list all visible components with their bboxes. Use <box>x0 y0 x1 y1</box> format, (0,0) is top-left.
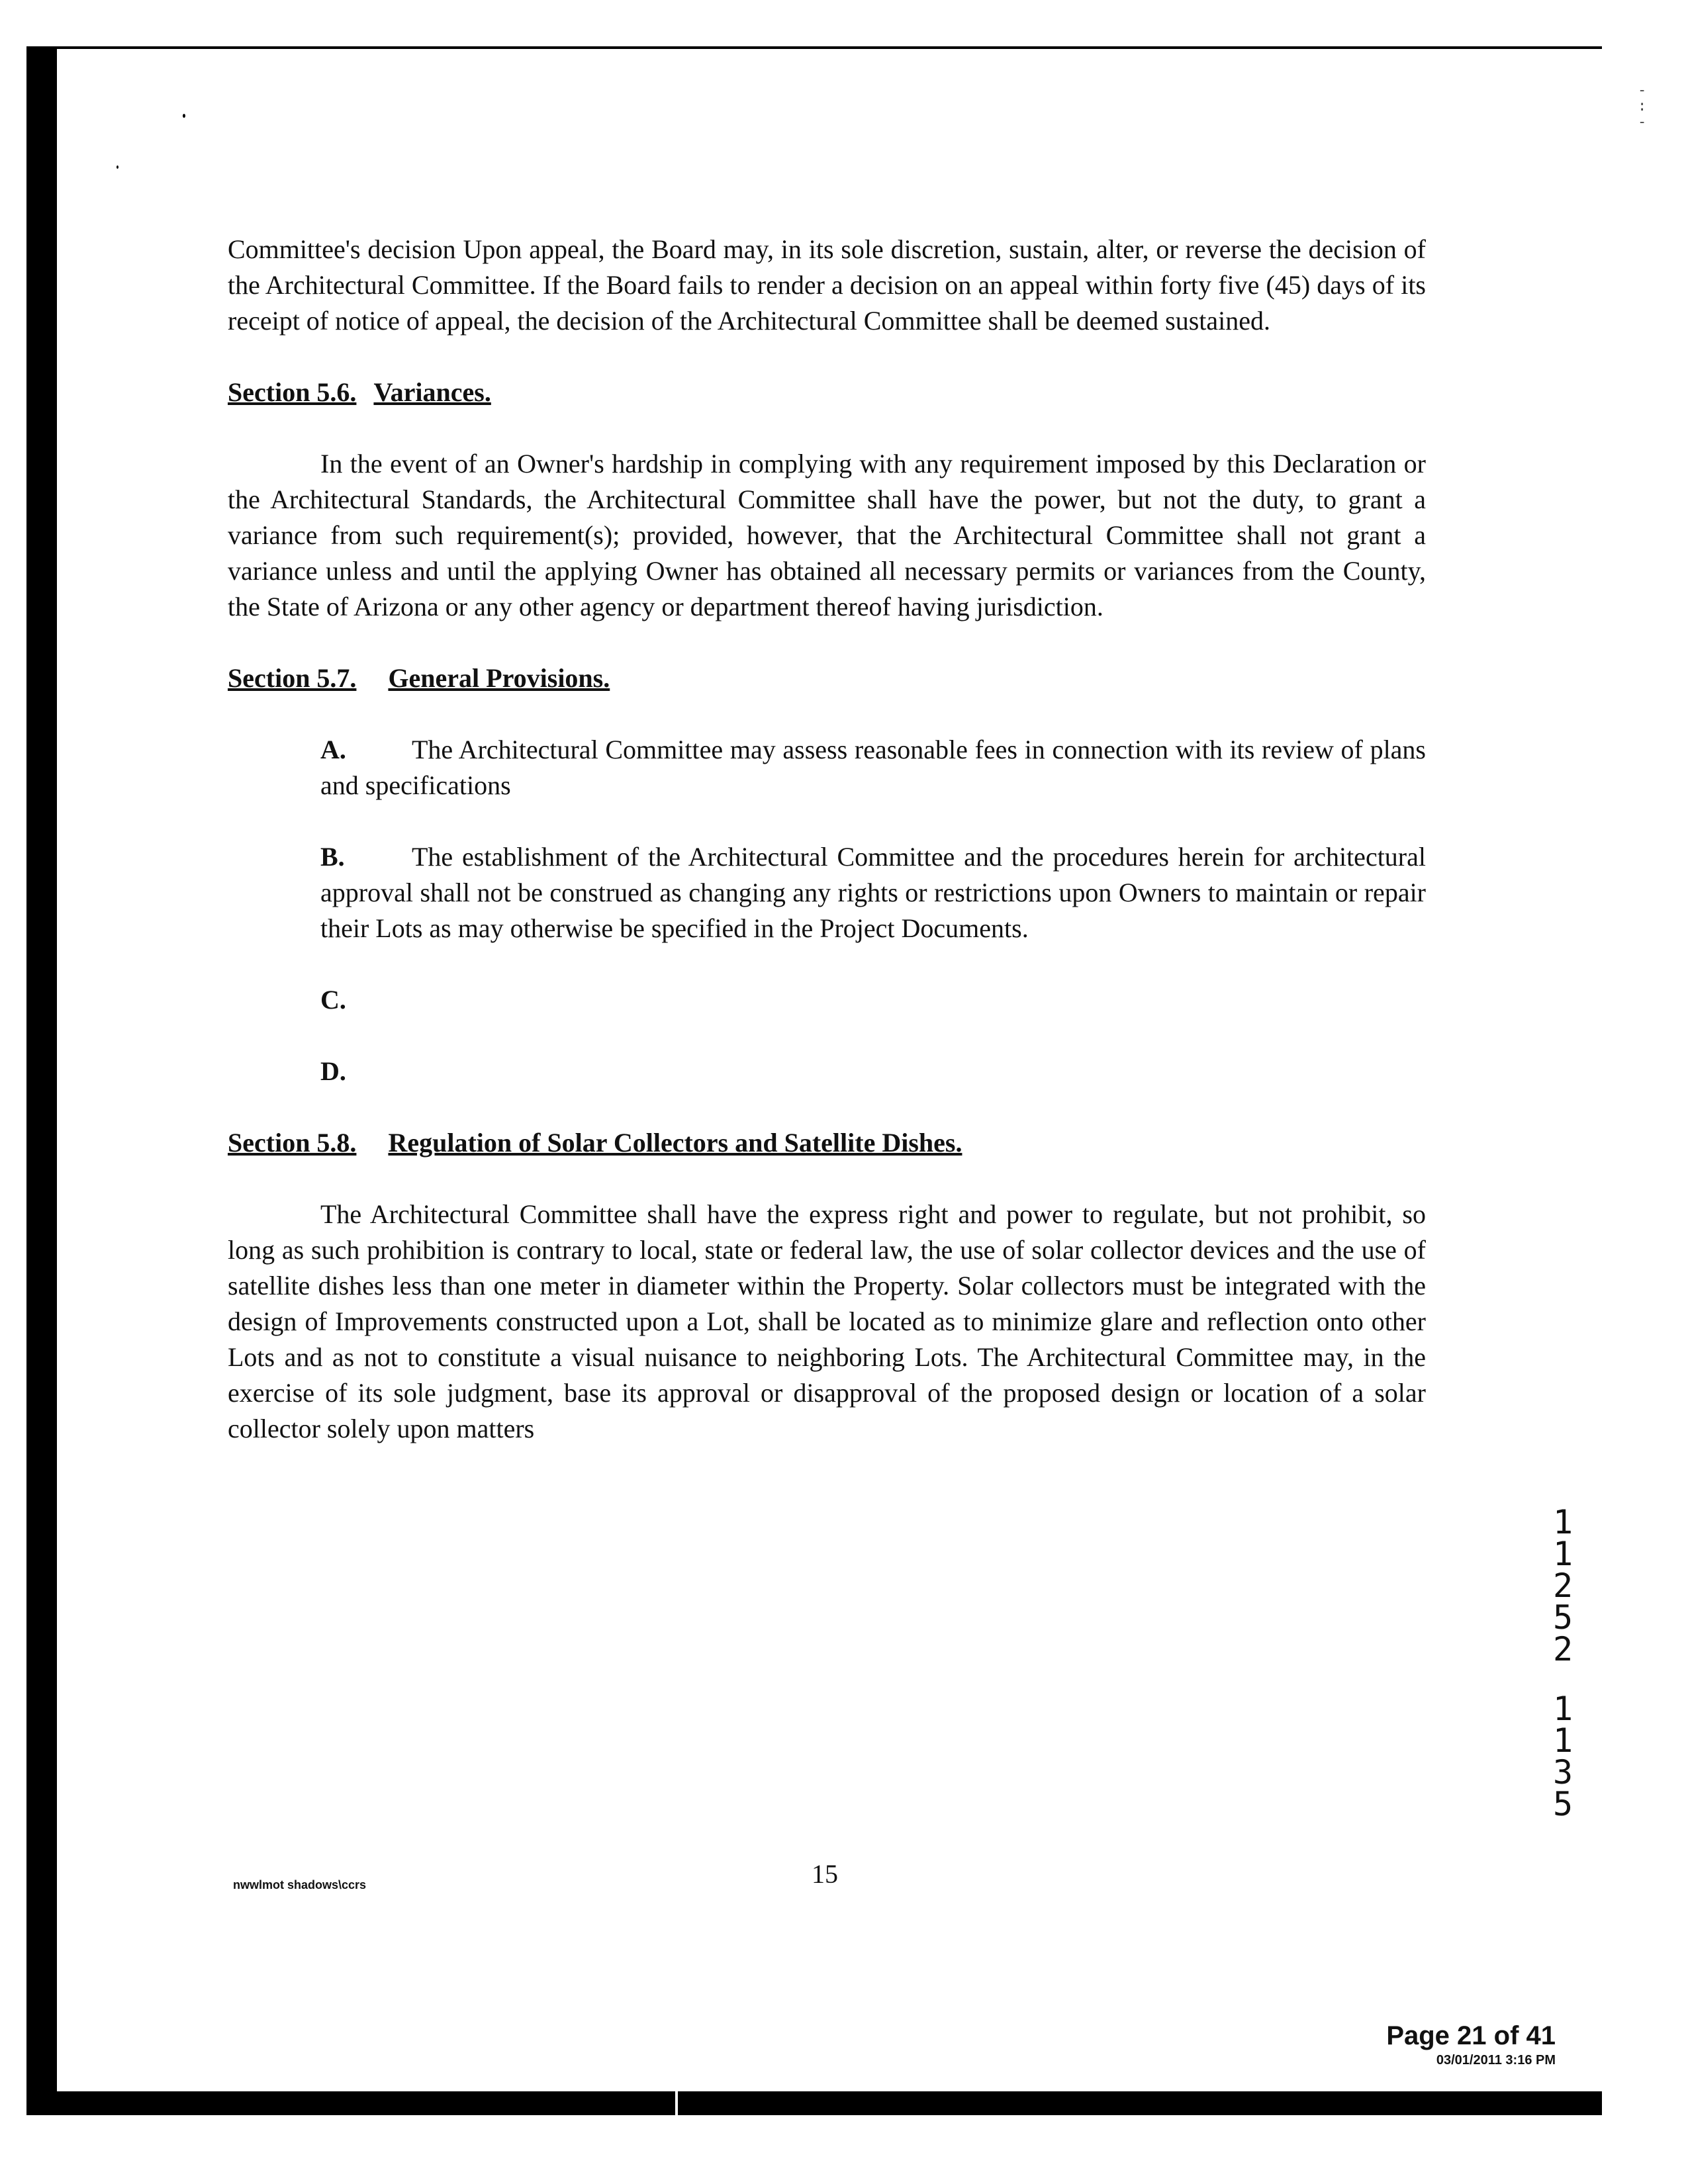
section-title: General Provisions. <box>388 663 610 693</box>
stamp-page-count: Page 21 of 41 <box>1386 2021 1556 2050</box>
section-heading-5-8 <box>228 1125 1426 1161</box>
recording-digit: 1 <box>1552 1503 1573 1541</box>
recording-digit: 5 <box>1552 1598 1573 1637</box>
provision-label: C. <box>320 985 346 1015</box>
scan-speck <box>183 114 185 118</box>
scan-speck <box>117 165 118 169</box>
section-number: Section 5.8. <box>228 1128 357 1158</box>
provision-label: A. <box>320 735 346 764</box>
scan-edge-marks: - : - <box>1638 82 1647 130</box>
paragraph-committee-decision: Committee's decision Upon appeal, the Board may, in its sole discretion, sustain, alter, or reverse the decision of the Architectural Committee. If the Board fails to render a decision on an appeal within forty five (45) days of its receipt of notice of appeal, the decision of the Architectural Committee shall be deemed sustained. <box>228 234 1426 336</box>
section-heading-5-6 <box>228 375 1426 410</box>
page-number: 15 <box>812 1859 838 1889</box>
recording-digit: 2 <box>1552 1567 1573 1605</box>
scan-border-bottom <box>26 2091 1602 2115</box>
provision-a <box>228 732 1426 803</box>
section-title: Variances. <box>373 377 491 407</box>
scan-border-left <box>26 46 57 2091</box>
recording-digit: 2 <box>1552 1630 1573 1668</box>
recording-digit: 1 <box>1552 1690 1573 1728</box>
provision-b <box>228 839 1426 946</box>
scan-border-top <box>26 46 1602 49</box>
recording-digit: 1 <box>1552 1535 1573 1573</box>
recording-digit: 5 <box>1552 1785 1573 1823</box>
provision-d <box>228 1054 1426 1089</box>
recording-number <box>1549 1503 1577 1823</box>
paragraph-solar-collectors: The Architectural Committee shall have the express right and power to regulate, but not prohibit, so long as such prohibition is contrary to local, state or federal law, the use of solar collector devices and the use of satellite dishes less than one meter in diameter within the Property. Solar collectors must be integrated with the design of Improvements constructed upon a Lot, shall be located as to minimize glare and reflection onto other Lots and as not to constitute a visual nuisance to neighboring Lots. The Architectural Committee may, in the exercise of its sole judgment, base its approval or disapproval of the proposed design or location of a solar collector solely upon matters <box>228 1199 1426 1443</box>
document-body <box>228 232 1426 1447</box>
section-title: Regulation of Solar Collectors and Satellite Dishes. <box>388 1128 962 1158</box>
recording-digit: 1 <box>1552 1721 1573 1760</box>
provision-text-part: The establishment of the Architectural Committee and the procedures herein for architectural approval shall not be construed as changing any rights or restrictions upon Owners to maintain or repair their Lots as may otherwise be specified in the Project Documents. <box>320 842 1426 943</box>
section-heading-5-7 <box>228 660 1426 696</box>
provision-label: D. <box>320 1056 346 1086</box>
footer-file-path: nwwlmot shadows\ccrs <box>233 1878 367 1891</box>
paragraph-variances: In the event of an Owner's hardship in complying with any requirement imposed by this Declaration or the Architectural Standards, the Architectural Committee shall have the power, but not the duty, to grant a variance from such requirement(s); provided, however, that the Architectural Committee shall not grant a variance unless and until the applying Owner has obtained all necessary permits or variances from the County, the State of Arizona or any other agency or department thereof having jurisdiction. <box>228 449 1426 621</box>
section-number: Section 5.6. <box>228 377 357 407</box>
recording-digit: 3 <box>1552 1753 1573 1792</box>
provision-c <box>228 982 1426 1018</box>
section-number: Section 5.7. <box>228 663 357 693</box>
scan-border-notch <box>675 2091 678 2115</box>
provision-label: B. <box>320 842 345 872</box>
stamp-datetime: 03/01/2011 3:16 PM <box>1436 2053 1556 2068</box>
provision-text-part: The Architectural Committee may assess reasonable fees in connection with its review of plans and specifications <box>320 735 1426 800</box>
